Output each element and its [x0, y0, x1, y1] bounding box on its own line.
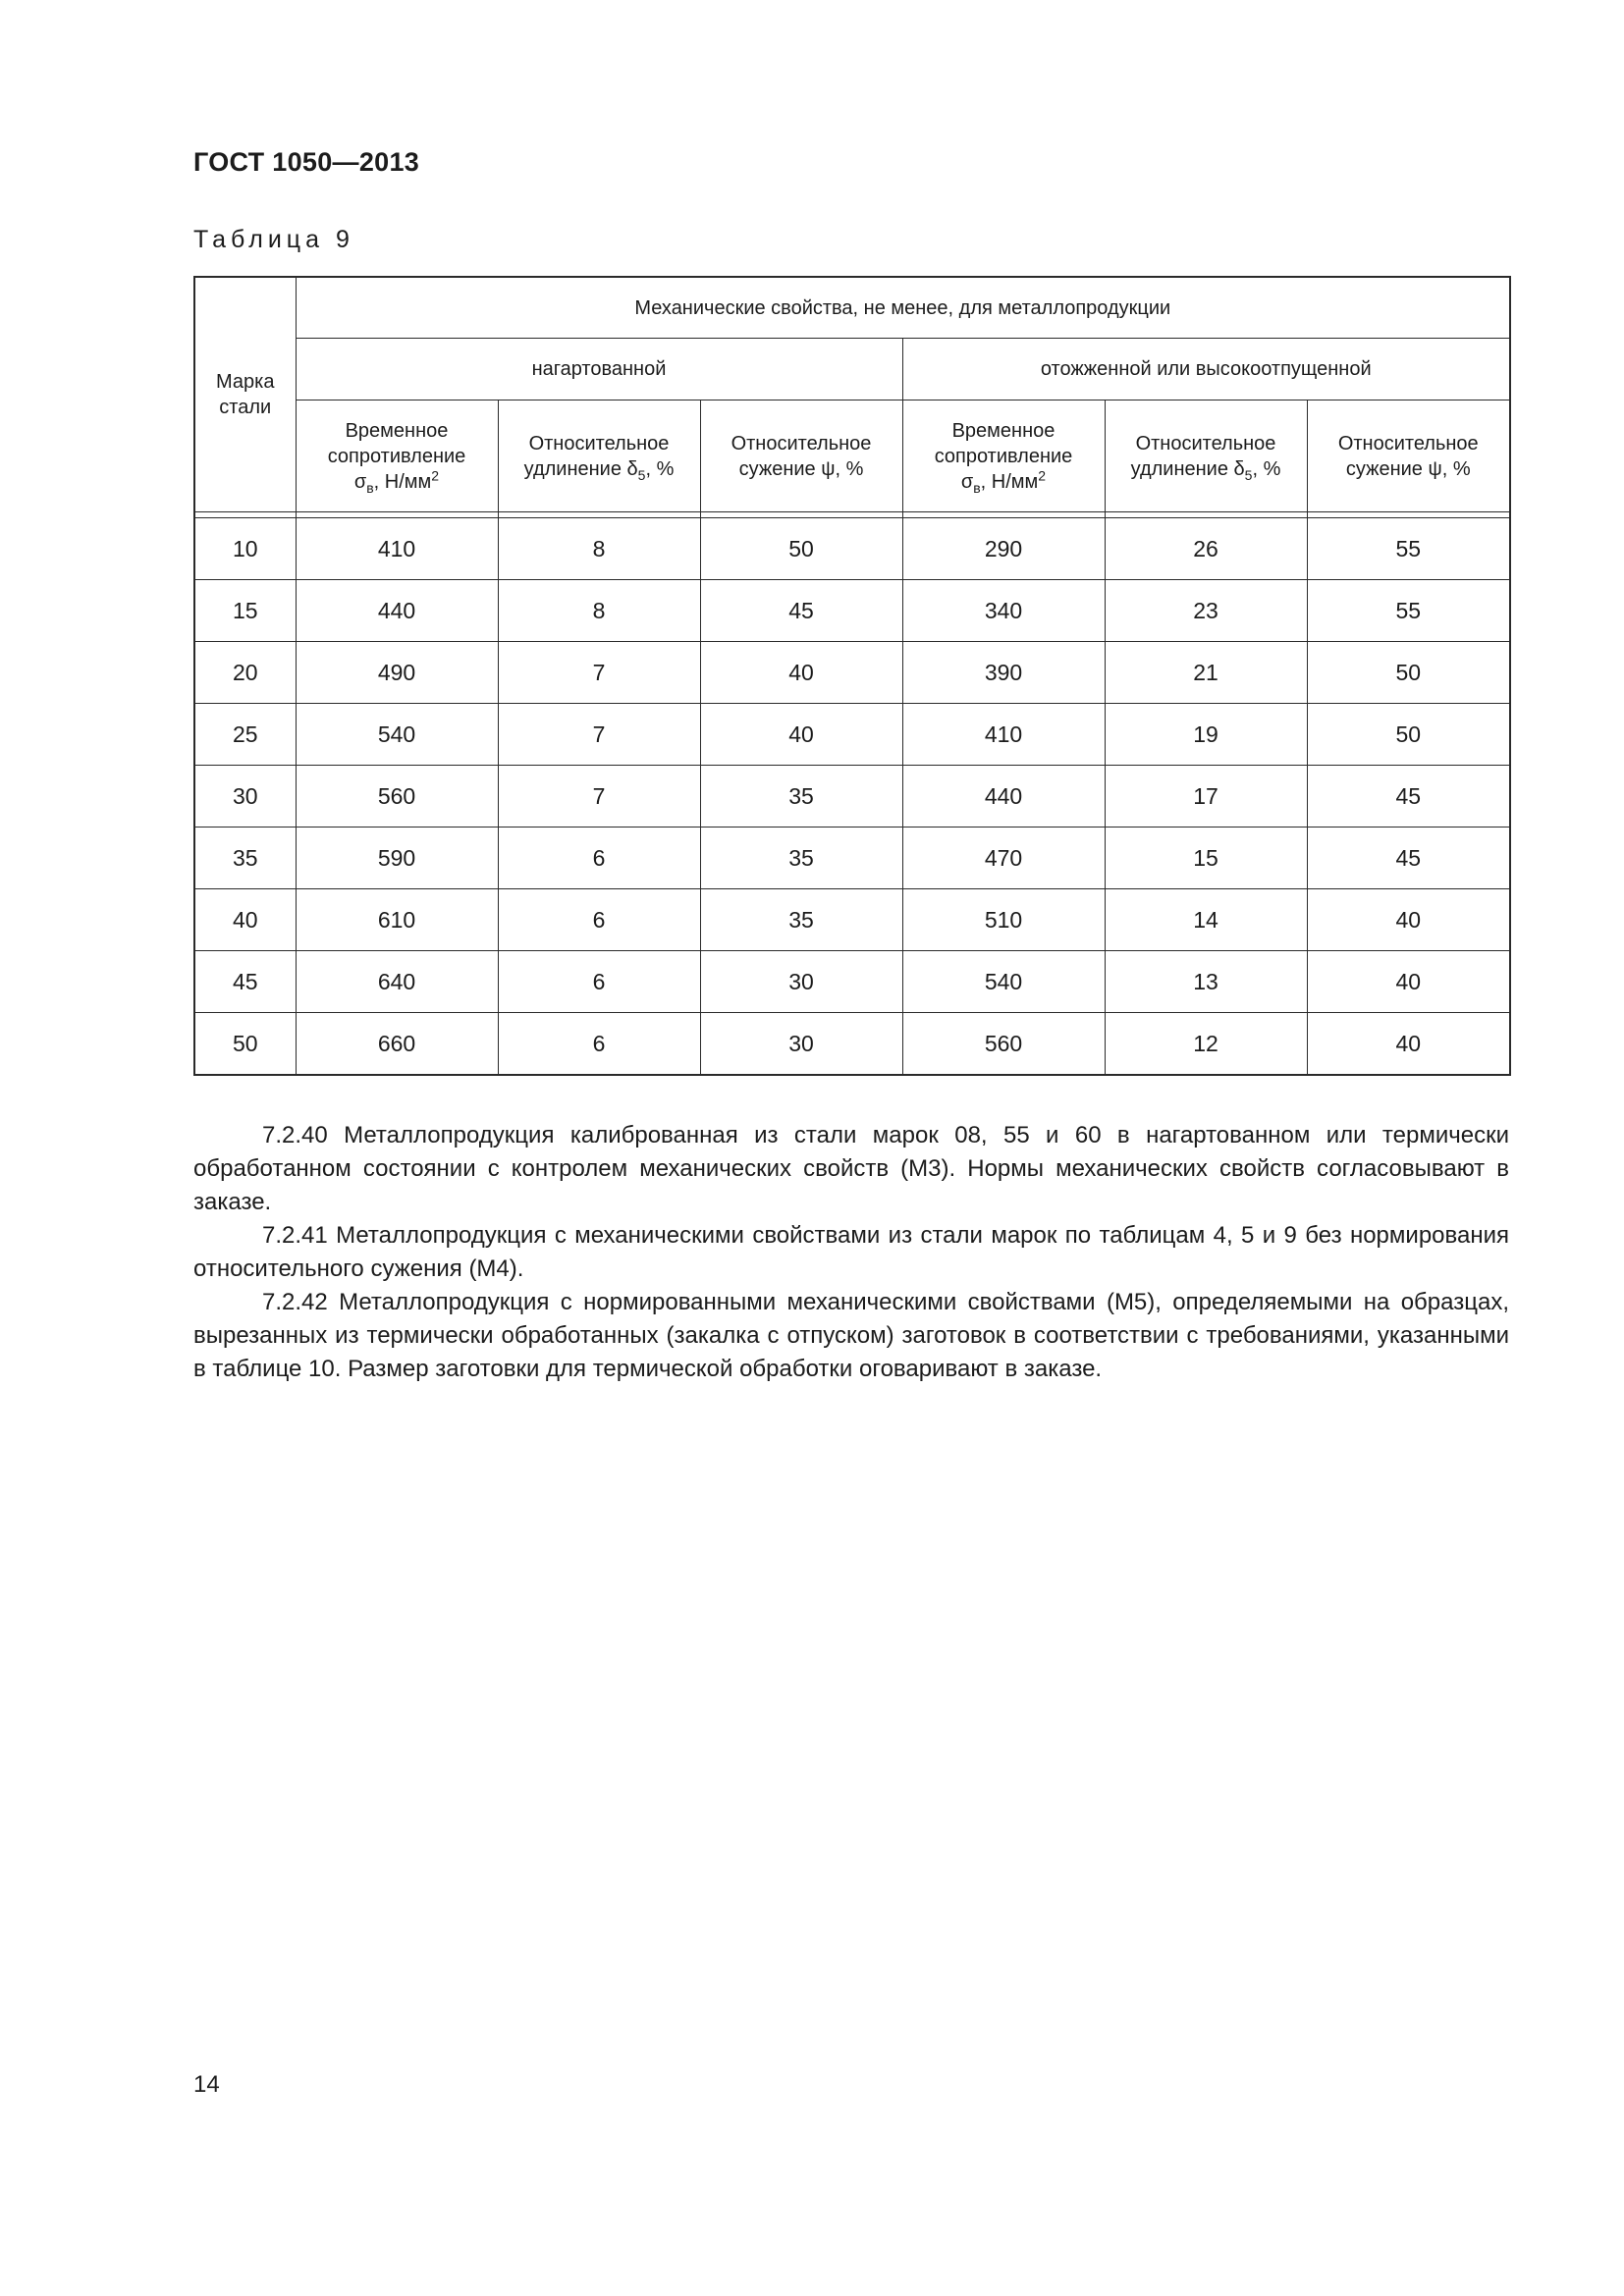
header-subgroup-annealed: отожженной или высокоотпущенной — [902, 339, 1510, 400]
cell-elongation-hardened: 7 — [498, 642, 700, 704]
cell-reduction-annealed: 40 — [1307, 1013, 1510, 1076]
cell-elongation-hardened: 7 — [498, 766, 700, 828]
cell-tensile-annealed: 470 — [902, 828, 1105, 889]
cell-elongation-annealed: 26 — [1105, 518, 1307, 580]
mechanical-properties-table — [193, 276, 1511, 1076]
cell-reduction-hardened: 40 — [700, 642, 902, 704]
cell-elongation-annealed: 13 — [1105, 951, 1307, 1013]
cell-reduction-hardened: 50 — [700, 518, 902, 580]
cell-tensile-hardened: 440 — [296, 580, 498, 642]
cell-reduction-hardened: 35 — [700, 766, 902, 828]
cell-elongation-hardened: 8 — [498, 518, 700, 580]
body-text — [193, 1119, 1509, 1386]
cell-steel-grade: 35 — [194, 828, 296, 889]
page-number: 14 — [193, 2071, 220, 2098]
cell-elongation-annealed: 19 — [1105, 704, 1307, 766]
table-row — [194, 1013, 1510, 1076]
table-row — [194, 828, 1510, 889]
cell-reduction-hardened: 45 — [700, 580, 902, 642]
paragraph-7-2-42: 7.2.42 Металлопродукция с нормированными механическими свойствами (М5), определяемыми на образцах, вырезанных из термически обработанных (закалка с отпуском) заготовок в соответствии с требованиями, указанными в таблице 10. Размер заготовки для термической обработки оговаривают в заказе. — [193, 1289, 1509, 1382]
cell-reduction-annealed: 40 — [1307, 951, 1510, 1013]
cell-steel-grade: 30 — [194, 766, 296, 828]
cell-elongation-annealed: 15 — [1105, 828, 1307, 889]
header-tensile-text: Временное сопротивление — [934, 419, 1073, 467]
header-elongation — [1105, 400, 1307, 512]
header-reduction-of-area — [1307, 400, 1510, 512]
cell-elongation-hardened: 6 — [498, 889, 700, 951]
standard-header: ГОСТ 1050—2013 — [193, 147, 420, 177]
cell-reduction-hardened: 35 — [700, 828, 902, 889]
table-row — [194, 642, 1510, 704]
header-subgroup-work-hardened: нагартованной — [296, 339, 902, 400]
header-reduction-symbol: ψ — [821, 457, 836, 480]
cell-tensile-hardened: 410 — [296, 518, 498, 580]
header-tensile-symbol-sub: в — [366, 479, 374, 496]
cell-tensile-hardened: 590 — [296, 828, 498, 889]
cell-tensile-hardened: 640 — [296, 951, 498, 1013]
header-elongation — [498, 400, 700, 512]
cell-steel-grade: 15 — [194, 580, 296, 642]
paragraph-7-2-40: 7.2.40 Металлопродукция калиброванная из стали марок 08, 55 и 60 в нагартованном или термически обработанном состоянии с контролем механических свойств (М3). Нормы механических свойств согласовывают в заказе. — [193, 1122, 1509, 1215]
cell-reduction-annealed: 50 — [1307, 642, 1510, 704]
table-row — [194, 704, 1510, 766]
cell-reduction-hardened: 30 — [700, 951, 902, 1013]
header-elongation-text: Относительное удлинение — [523, 432, 670, 480]
cell-elongation-annealed: 12 — [1105, 1013, 1307, 1076]
cell-tensile-annealed: 540 — [902, 951, 1105, 1013]
cell-elongation-hardened: 6 — [498, 1013, 700, 1076]
header-steel-grade: Марка стали — [194, 277, 296, 512]
header-tensile-unit: , Н/мм — [373, 470, 432, 493]
cell-tensile-annealed: 560 — [902, 1013, 1105, 1076]
cell-reduction-hardened: 30 — [700, 1013, 902, 1076]
cell-steel-grade: 10 — [194, 518, 296, 580]
header-elongation-unit: , % — [645, 457, 675, 480]
header-elongation-text: Относительное удлинение — [1130, 432, 1276, 480]
cell-tensile-hardened: 610 — [296, 889, 498, 951]
header-reduction-symbol: ψ — [1428, 457, 1442, 480]
header-tensile-strength — [902, 400, 1105, 512]
cell-tensile-annealed: 410 — [902, 704, 1105, 766]
cell-elongation-annealed: 21 — [1105, 642, 1307, 704]
cell-tensile-annealed: 440 — [902, 766, 1105, 828]
header-tensile-symbol-sub: в — [973, 479, 981, 496]
table-row — [194, 580, 1510, 642]
cell-elongation-hardened: 6 — [498, 951, 700, 1013]
cell-tensile-hardened: 660 — [296, 1013, 498, 1076]
header-group-mechanical-properties: Механические свойства, не менее, для металлопродукции — [296, 277, 1510, 339]
cell-reduction-annealed: 45 — [1307, 828, 1510, 889]
header-reduction-unit: , % — [1441, 457, 1471, 480]
cell-reduction-hardened: 40 — [700, 704, 902, 766]
cell-reduction-annealed: 45 — [1307, 766, 1510, 828]
header-elongation-unit: , % — [1252, 457, 1281, 480]
cell-tensile-annealed: 290 — [902, 518, 1105, 580]
header-tensile-symbol: σ — [353, 470, 367, 493]
header-tensile-text: Временное сопротивление — [327, 419, 466, 467]
cell-tensile-annealed: 340 — [902, 580, 1105, 642]
header-elongation-symbol-sub: 5 — [637, 466, 646, 483]
header-tensile-unit: , Н/мм — [980, 470, 1039, 493]
cell-steel-grade: 20 — [194, 642, 296, 704]
header-reduction-text: Относительное сужение — [1337, 432, 1479, 480]
header-elongation-symbol: δ — [1233, 457, 1245, 480]
cell-elongation-annealed: 23 — [1105, 580, 1307, 642]
cell-elongation-hardened: 8 — [498, 580, 700, 642]
cell-steel-grade: 45 — [194, 951, 296, 1013]
cell-steel-grade: 40 — [194, 889, 296, 951]
cell-reduction-annealed: 55 — [1307, 518, 1510, 580]
cell-reduction-annealed: 50 — [1307, 704, 1510, 766]
table-body — [194, 518, 1510, 1076]
cell-tensile-annealed: 390 — [902, 642, 1105, 704]
cell-steel-grade: 50 — [194, 1013, 296, 1076]
header-reduction-of-area — [700, 400, 902, 512]
cell-elongation-annealed: 14 — [1105, 889, 1307, 951]
table-row — [194, 951, 1510, 1013]
header-tensile-unit-sup: 2 — [431, 466, 440, 483]
cell-steel-grade: 25 — [194, 704, 296, 766]
cell-reduction-annealed: 55 — [1307, 580, 1510, 642]
header-tensile-symbol: σ — [960, 470, 974, 493]
table-caption: Таблица 9 — [193, 226, 354, 253]
cell-tensile-annealed: 510 — [902, 889, 1105, 951]
paragraph-7-2-41: 7.2.41 Металлопродукция с механическими свойствами из стали марок по таблицам 4, 5 и 9 без нормирования относительного сужения (М4). — [193, 1222, 1509, 1282]
cell-elongation-annealed: 17 — [1105, 766, 1307, 828]
cell-tensile-hardened: 540 — [296, 704, 498, 766]
table-row — [194, 766, 1510, 828]
header-elongation-symbol: δ — [626, 457, 638, 480]
header-tensile-unit-sup: 2 — [1038, 466, 1047, 483]
table-row — [194, 518, 1510, 580]
header-tensile-strength — [296, 400, 498, 512]
header-reduction-unit: , % — [835, 457, 864, 480]
header-elongation-symbol-sub: 5 — [1244, 466, 1253, 483]
cell-tensile-hardened: 560 — [296, 766, 498, 828]
cell-elongation-hardened: 7 — [498, 704, 700, 766]
cell-reduction-hardened: 35 — [700, 889, 902, 951]
cell-tensile-hardened: 490 — [296, 642, 498, 704]
cell-elongation-hardened: 6 — [498, 828, 700, 889]
cell-reduction-annealed: 40 — [1307, 889, 1510, 951]
header-reduction-text: Относительное сужение — [731, 432, 872, 480]
table-row — [194, 889, 1510, 951]
